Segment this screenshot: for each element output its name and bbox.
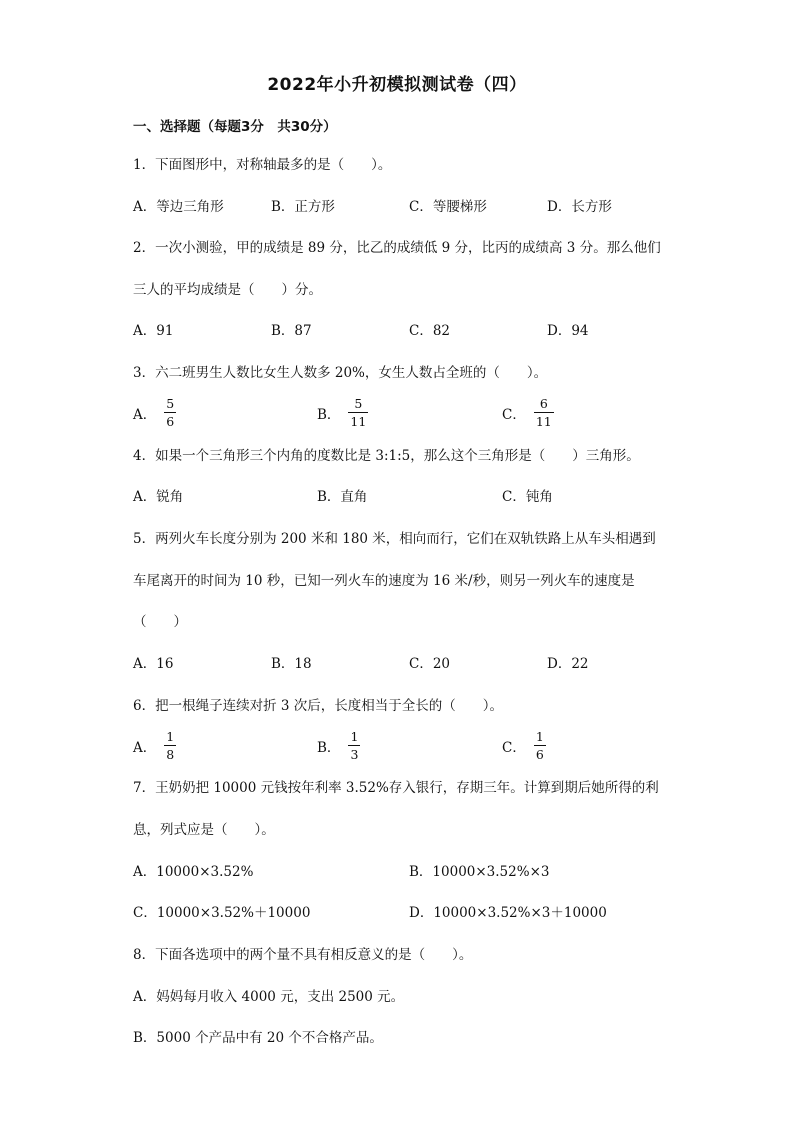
question-5-line-1: 5．两列火车长度分别为 200 米和 180 米，相向而行，它们在双轨铁路上从车头相遇到 <box>133 531 656 547</box>
fraction-numerator: 5 <box>354 396 363 411</box>
fraction-denominator: 8 <box>166 747 175 762</box>
q2-option-a: A．91 <box>133 323 174 339</box>
q3-option-b <box>317 393 368 433</box>
fraction <box>348 730 360 762</box>
option-label: B． <box>317 740 341 756</box>
q6-option-c <box>502 726 546 766</box>
question-3: 3．六二班男生人数比女生人数多 20%，女生人数占全班的（ ）。 <box>133 365 548 381</box>
fraction <box>534 730 546 762</box>
q7-option-d: D．10000×3.52%×3＋10000 <box>409 905 607 921</box>
q2-option-b: B．87 <box>271 323 312 339</box>
q4-option-c: C．钝角 <box>502 489 553 505</box>
fraction-numerator: 1 <box>166 729 175 744</box>
q2-option-d: D．94 <box>547 323 589 339</box>
option-label: A． <box>133 407 157 423</box>
option-label: B． <box>317 407 341 423</box>
option-label: C． <box>502 740 526 756</box>
q6-option-b <box>317 726 360 766</box>
exam-title: 2022年小升初模拟测试卷（四） <box>267 75 527 95</box>
q7-option-a: A．10000×3.52% <box>133 864 254 880</box>
q8-option-b: B．5000 个产品中有 20 个不合格产品。 <box>133 1030 383 1046</box>
q1-option-a: A．等边三角形 <box>133 199 224 215</box>
fraction-denominator: 6 <box>535 747 544 762</box>
option-label: C． <box>502 407 526 423</box>
section-heading: 一、选择题（每题3分 共30分） <box>133 119 337 135</box>
fraction-denominator: 6 <box>166 414 175 429</box>
fraction <box>348 397 368 429</box>
q7-option-b: B．10000×3.52%×3 <box>409 864 550 880</box>
fraction-bar <box>348 745 360 746</box>
q2-option-c: C．82 <box>409 323 451 339</box>
q5-option-c: C．20 <box>409 656 451 672</box>
fraction-numerator: 6 <box>539 396 548 411</box>
fraction-bar <box>348 412 368 413</box>
q5-option-a: A．16 <box>133 656 174 672</box>
q1-option-d: D．长方形 <box>547 199 612 215</box>
fraction-denominator: 11 <box>535 414 552 429</box>
fraction-bar <box>164 745 176 746</box>
question-2-line-2: 三人的平均成绩是（ ）分。 <box>133 282 322 298</box>
fraction-bar <box>534 412 554 413</box>
question-2-line-1: 2．一次小测验，甲的成绩是 89 分，比乙的成绩低 9 分，比丙的成绩高 3 分。那么他们 <box>133 240 661 256</box>
q8-option-a: A．妈妈每月收入 4000 元，支出 2500 元。 <box>133 989 405 1005</box>
question-5-line-3: （ ） <box>133 614 187 630</box>
fraction-bar <box>534 745 546 746</box>
q3-option-c <box>502 393 554 433</box>
q1-option-b: B．正方形 <box>271 199 335 215</box>
question-1: 1．下面图形中，对称轴最多的是（ ）。 <box>133 157 392 173</box>
fraction-denominator: 3 <box>350 747 359 762</box>
question-4: 4．如果一个三角形三个内角的度数比是 3:1:5，那么这个三角形是（ ）三角形。 <box>133 448 640 464</box>
q1-option-c: C．等腰梯形 <box>409 199 487 215</box>
fraction-bar <box>164 412 176 413</box>
fraction-denominator: 11 <box>350 414 367 429</box>
q6-option-a <box>133 726 176 766</box>
q7-option-c: C．10000×3.52%＋10000 <box>133 905 311 921</box>
q5-option-d: D．22 <box>547 656 589 672</box>
fraction-numerator: 5 <box>166 396 175 411</box>
fraction <box>164 730 176 762</box>
question-6: 6．把一根绳子连续对折 3 次后，长度相当于全长的（ ）。 <box>133 698 504 714</box>
fraction-numerator: 1 <box>535 729 544 744</box>
question-8: 8．下面各选项中的两个量不具有相反意义的是（ ）。 <box>133 947 473 963</box>
q4-option-b: B．直角 <box>317 489 368 505</box>
fraction <box>534 397 554 429</box>
q5-option-b: B．18 <box>271 656 312 672</box>
question-7-line-2: 息，列式应是（ ）。 <box>133 822 275 838</box>
q4-option-a: A．锐角 <box>133 489 184 505</box>
question-5-line-2: 车尾离开的时间为 10 秒，已知一列火车的速度为 16 米/秒，则另一列火车的速度是 <box>133 573 635 589</box>
q3-option-a <box>133 393 176 433</box>
fraction <box>164 397 176 429</box>
fraction-numerator: 1 <box>350 729 359 744</box>
option-label: A． <box>133 740 157 756</box>
question-7-line-1: 7．王奶奶把 10000 元钱按年利率 3.52%存入银行，存期三年。计算到期后她所得的利 <box>133 780 659 796</box>
